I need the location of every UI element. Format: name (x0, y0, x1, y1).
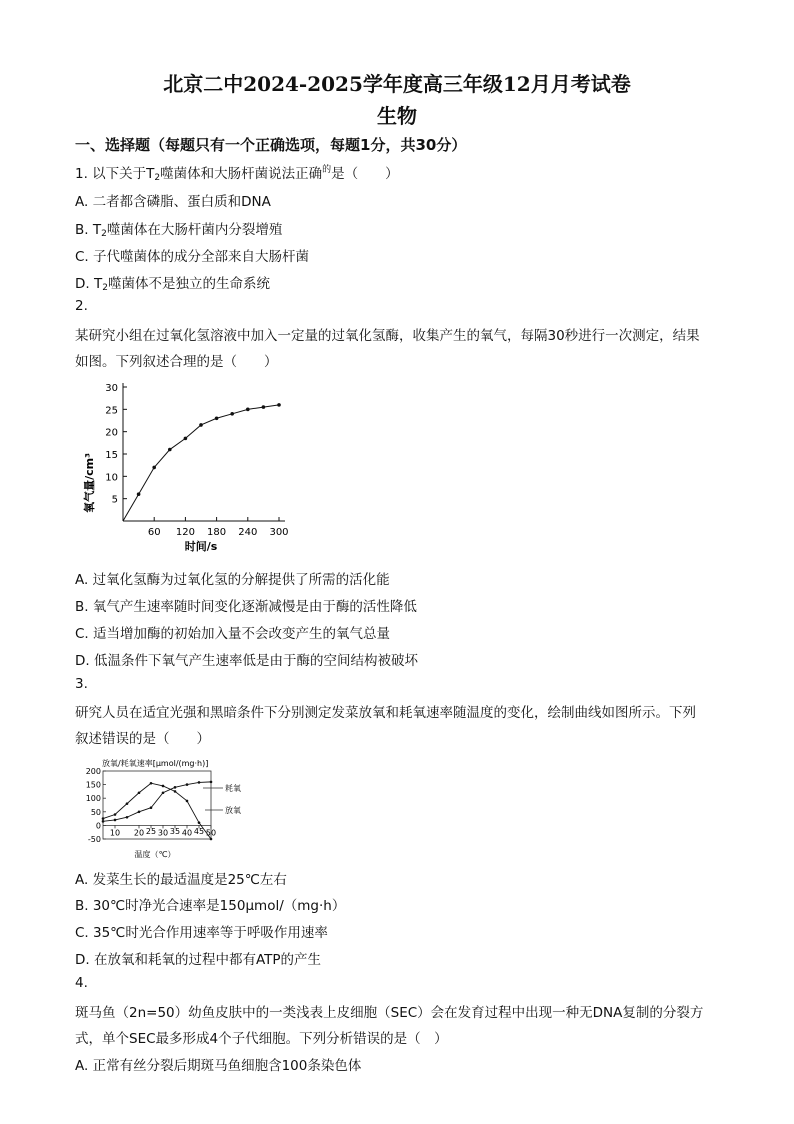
chart1-x-tick-label: 60 (147, 527, 161, 538)
q1-option-d-subscript: 2 (102, 283, 108, 293)
chart2-y-tick-label: 100 (85, 794, 101, 804)
q1-stem (75, 162, 399, 183)
q2-stem-line2: 如图。下列叙述合理的是（ ） (75, 354, 278, 370)
q1-option-a (75, 190, 271, 210)
chart2-x-tick-label: 35 (169, 827, 181, 836)
chart2-y-tick-label: 0 (95, 821, 101, 831)
legend-oxygen-release: 放氧 (225, 806, 241, 815)
chart2-y-tick-label: -50 (87, 835, 101, 844)
chart1-data-point (277, 403, 281, 407)
chart1-y-tick-label: 5 (111, 494, 118, 506)
chart2-data-point (210, 838, 213, 841)
subject-title: 生物 (377, 104, 417, 128)
q3-number: 3. (75, 676, 88, 692)
chart2-y-tick-label: 50 (90, 807, 101, 817)
chart1-y-tick-label: 25 (105, 405, 118, 417)
q1-stem-part: 1. 以下关于T (75, 166, 155, 182)
q4-number: 4. (75, 975, 88, 991)
chart2-data-point (126, 802, 129, 805)
q1-option-d-text: 噬菌体不是独立的生命系统 (107, 276, 270, 292)
chart1-x-tick-label: 120 (175, 527, 195, 538)
chart2-title: 放氧/耗氧速率[μmol/(mg·h)] (102, 759, 209, 768)
q2-stem-line1: 某研究小组在过氧化氢溶液中加入一定量的过氧化氢酶，收集产生的氧气，每隔30秒进行一次测定，结果 (75, 328, 700, 344)
chart2-x-label: 温度（℃） (134, 850, 176, 859)
chart1-series-line (123, 405, 279, 521)
q3-option-c: C. 35℃时光合作用速率等于呼吸作用速率 (75, 925, 328, 941)
q4-option-a: A. 正常有丝分裂后期斑马鱼细胞含100条染色体 (75, 1058, 362, 1074)
chart1-data-point (184, 437, 188, 441)
chart2-x-tick-label: 50 (205, 828, 217, 838)
chart1-data-point (199, 423, 203, 427)
chart2-x-tick-label: 10 (109, 828, 121, 838)
chart1-y-tick-label: 15 (105, 450, 118, 461)
chart1-data-point (230, 412, 234, 416)
chart2-data-point (102, 817, 105, 820)
chart1-y-tick-label: 10 (105, 472, 118, 484)
rate-temperature-chart (75, 755, 265, 860)
chart2-x-tick-label: 40 (181, 828, 193, 838)
q4-stem-line2: 式，单个SEC最多形成4个子代细胞。下列分析错误的是（ ） (75, 1031, 448, 1047)
chart2-x-tick-label: 30 (157, 828, 169, 838)
oxygen-time-chart (75, 375, 295, 560)
chart1-y-label: 氧气量/cm³ (83, 453, 96, 513)
chart1-y-tick-label: 30 (105, 383, 118, 394)
chart2-x-tick-label: 45 (193, 827, 205, 836)
chart2-data-point (210, 781, 213, 784)
q2-option-d: D. 低温条件下氧气产生速率低是由于酶的空间结构被破坏 (75, 653, 418, 669)
chart2-data-point (186, 800, 189, 803)
section-heading: 一、选择题（每题只有一个正确选项，每题1分，共30分） (75, 136, 467, 154)
chart1-data-point (262, 405, 266, 409)
chart2-x-tick-label: 20 (133, 828, 145, 838)
q1-stem-small: 的 (322, 165, 332, 175)
q1-stem-subscript: 2 (154, 173, 161, 183)
q2-option-a: A. 过氧化氢酶为过氧化氢的分解提供了所需的活化能 (75, 572, 390, 588)
chart2-data-point (162, 791, 165, 794)
q4-stem-line1: 斑马鱼（2n=50）幼鱼皮肤中的一类浅表上皮细胞（SEC）会在发育过程中出现一种无DNA复制的分裂方 (75, 1005, 704, 1021)
q1-stem-part: 噬菌体和大肠杆菌说法正确 (160, 166, 323, 182)
chart2-data-point (138, 811, 141, 814)
chart2-data-point (114, 813, 117, 816)
chart2-data-point (198, 821, 201, 824)
chart2-y-tick-label: 150 (85, 780, 101, 790)
chart2-x-tick-label: 25 (145, 827, 157, 836)
chart1-data-point (246, 408, 250, 412)
chart1-y-tick-label: 20 (105, 427, 118, 439)
q1-option-d-text: D. T (75, 276, 103, 292)
chart2-data-point (174, 790, 177, 793)
chart2-data-point (198, 781, 201, 784)
chart1-x-tick-label: 240 (238, 527, 258, 538)
chart2-data-point (150, 782, 153, 785)
q2-number: 2. (75, 298, 88, 314)
q1-option-a-text: A. 二者都含磷脂、蛋白质和DNA (75, 194, 271, 210)
q1-option-d (75, 272, 270, 293)
q2-option-c: C. 适当增加酶的初始加入量不会改变产生的氧气总量 (75, 626, 391, 642)
q3-option-b: B. 30℃时净光合速率是150μmol/（mg·h） (75, 898, 346, 914)
q1-option-b-text: B. T (75, 222, 102, 238)
q3-option-a: A. 发菜生长的最适温度是25℃左右 (75, 872, 287, 888)
q3-stem-line2: 叙述错误的是（ ） (75, 731, 210, 747)
chart2-data-point (102, 820, 105, 823)
chart2-data-point (162, 785, 165, 788)
chart1-x-tick-label: 300 (269, 527, 289, 538)
chart2-y-tick-label: 200 (85, 767, 101, 776)
q1-option-c (75, 245, 309, 265)
q3-option-d: D. 在放氧和耗氧的过程中都有ATP的产生 (75, 952, 322, 968)
q1-option-b-subscript: 2 (101, 229, 107, 239)
chart1-data-point (215, 416, 219, 420)
q1-option-b (75, 218, 282, 239)
chart1-data-point (168, 448, 172, 452)
chart1-x-label: 时间/s (184, 540, 218, 553)
exam-title: 北京二中2024-2025学年度高三年级12月月考试卷 (163, 72, 631, 96)
chart1-x-tick-label: 180 (207, 527, 227, 538)
chart1-data-point (137, 492, 141, 496)
q1-option-c-text: C. 子代噬菌体的成分全部来自大肠杆菌 (75, 249, 310, 265)
chart2-data-point (186, 783, 189, 786)
legend-oxygen-consumption: 耗氧 (225, 784, 241, 793)
chart2-data-point (138, 791, 141, 794)
chart1-data-point (152, 466, 156, 470)
chart2-data-point (114, 819, 117, 822)
chart2-data-point (174, 786, 177, 789)
chart2-data-point (126, 816, 129, 819)
chart2-data-point (150, 806, 153, 809)
q1-stem-part: 是（ ） (331, 166, 399, 182)
q3-stem-line1: 研究人员在适宜光强和黑暗条件下分别测定发菜放氧和耗氧速率随温度的变化，绘制曲线如图所示。下列 (75, 705, 696, 721)
q2-option-b: B. 氧气产生速率随时间变化逐渐减慢是由于酶的活性降低 (75, 599, 417, 615)
q1-option-b-text: 噬菌体在大肠杆菌内分裂增殖 (106, 222, 283, 238)
